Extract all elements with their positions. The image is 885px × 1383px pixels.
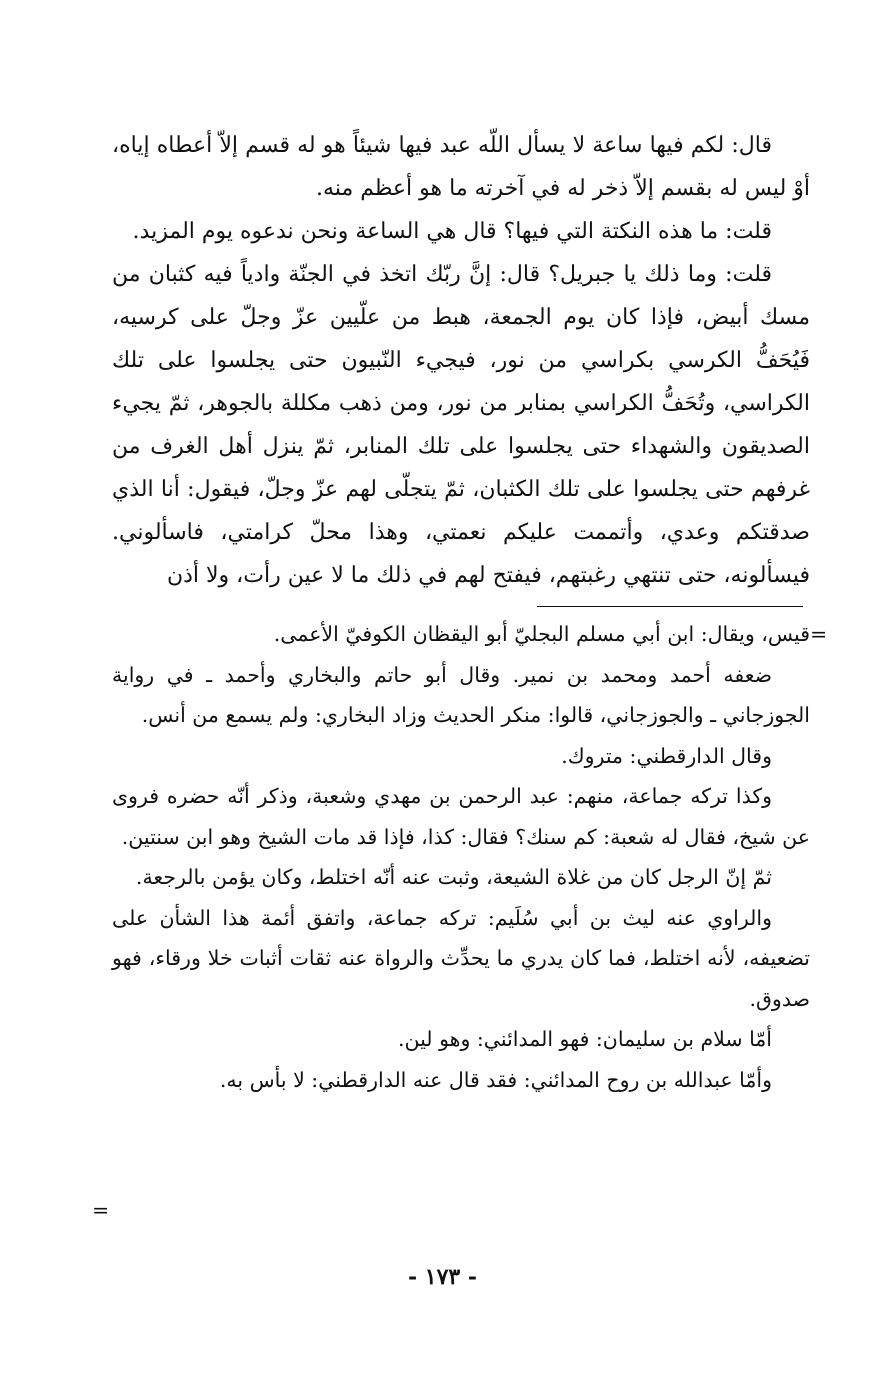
footnote-separator bbox=[537, 606, 803, 607]
footnote-end-mark: = bbox=[92, 1198, 110, 1222]
footnotes bbox=[112, 614, 810, 1100]
main-paragraph: قلت: وما ذلك يا جبريل؟ قال: إنَّ ربّك اتخذ في الجنّة وادياً فيه كثبان من مسك أبيض، فإذا كان يوم الجمعة، هبط من علّيين عزّ وجلّ على كرسيه، فَيُحَفُّ الكرسي بكراسي من نور، فيجيء النّبيون حتى يجلسوا على تلك الكراسي، وتُحَفُّ الكراسي بمنابر من نور، ومن ذهب مكللة بالجوهر، ثمّ يجيء الصديقون والشهداء حتى يجلسوا على تلك المنابر، ثمّ ينزل أهل الغرف من غرفهم حتى يجلسوا على تلك الكثبان، ثمّ يتجلّى لهم عزّ وجلّ، فيقول: أنا الذي صدقتكم وعدي، وأتممت عليكم نعمتي، وهذا محلّ كرامتي، فاسألوني. فيسألونه، حتى تنتهي رغبتهم، فيفتح لهم في ذلك ما لا عين رأت، ولا أذن bbox=[112, 262, 810, 588]
main-paragraph: قلت: ما هذه النكتة التي فيها؟ قال هي الساعة ونحن ندعوه يوم المزيد. bbox=[132, 219, 772, 244]
footnote-paragraph: والراوي عنه ليث بن أبي سُلَيم: تركه جماعة، واتفق أئمة هذا الشأن على تضعيفه، لأنه اختلط، فما كان يدري ما يحدِّث والرواة عنه ثقات أثبات خلا ورقاء، فهو صدوق. bbox=[112, 905, 810, 1011]
footnote-paragraph: وكذا تركه جماعة، منهم: عبد الرحمن بن مهدي وشعبة، وذكر أنّه حضره فروى عن شيخ، فقال له شعبة: كم سنك؟ فقال: كذا، فإذا قد مات الشيخ وهو ابن سنتين. bbox=[112, 784, 810, 849]
footnote-paragraph: قيس، ويقال: ابن أبي مسلم البجليّ أبو اليقظان الكوفيّ الأعمى. bbox=[273, 622, 810, 646]
footnote-paragraph: ضعفه أحمد ومحمد بن نمير. وقال أبو حاتم والبخاري وأحمد ـ في رواية الجوزجاني ـ والجوزجاني، قالوا: منكر الحديث وزاد البخاري: ولم يسمع من أنس. bbox=[112, 662, 810, 727]
footnote-paragraph: ثمّ إنّ الرجل كان من غلاة الشيعة، وثبت عنه أنّه اختلط، وكان يؤمن بالرجعة. bbox=[135, 865, 772, 889]
footnote-continuation-mark: = bbox=[810, 622, 828, 646]
footnote-paragraph: وقال الدارقطني: متروك. bbox=[561, 743, 772, 768]
footnote-paragraph: أمّا سلام بن سليمان: فهو المدائني: وهو لين. bbox=[398, 1027, 772, 1051]
footnote-paragraph: وأمّا عبدالله بن روح المدائني: فقد قال عنه الدارقطني: لا بأس به. bbox=[219, 1067, 772, 1092]
main-paragraph: قال: لكم فيها ساعة لا يسأل اللّه عبد فيها شيئاً هو له قسم إلاّ أعطاه إياه، أوْ ليس له بقسم إلاّ ذخر له في آخرته ما هو أعظم منه. bbox=[112, 133, 810, 201]
main-text bbox=[112, 124, 810, 597]
page-number: - ١٧٣ - bbox=[407, 1264, 478, 1290]
